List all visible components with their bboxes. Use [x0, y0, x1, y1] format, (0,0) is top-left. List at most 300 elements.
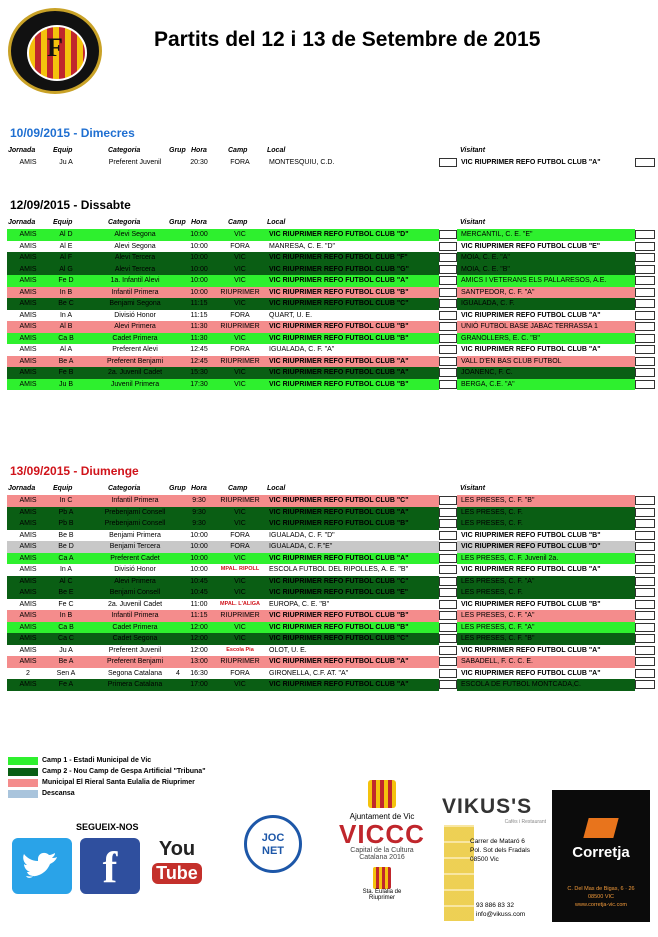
header-grup: Grup [169, 219, 186, 226]
cell-jornada: AMIS [19, 600, 37, 608]
cell-categoria: Cadet Primera [112, 334, 158, 342]
cell-local: VIC RIUPRIMER REFO FUTBOL CLUB "E" [269, 589, 409, 596]
table-row [7, 668, 657, 680]
table-row [7, 610, 657, 622]
youtube-icon[interactable]: You Tube [152, 838, 202, 894]
cell-categoria: Divisió Honor [114, 311, 156, 319]
cell-local: VIC RIUPRIMER REFO FUTBOL CLUB "B" [269, 380, 409, 388]
cell-jornada: AMIS [19, 265, 37, 273]
cell-camp: VIC [234, 334, 246, 342]
header-jornada: Jornada [8, 485, 36, 492]
cell-jornada: AMIS [19, 369, 37, 376]
cell-hora: 15:30 [190, 369, 208, 376]
cell-equip: Ca A [58, 554, 74, 562]
header-local: Local [267, 485, 286, 492]
cell-local: MONTESQUIU, C.D. [269, 159, 335, 166]
score-box-local [439, 646, 457, 655]
cell-camp: VIC [234, 369, 246, 376]
cell-local: MANRESA, C. E. "D" [269, 242, 336, 250]
cell-visitant: VIC RIUPRIMER REFO FUTBOL CLUB "D" [461, 543, 601, 550]
cell-jornada: AMIS [19, 323, 37, 330]
cell-hora: 17:00 [190, 681, 208, 688]
cell-local: VIC RIUPRIMER REFO FUTBOL CLUB "C" [269, 635, 409, 642]
score-box-visitant [635, 276, 655, 285]
cell-visitant: MERCANTIL, C. E. "E" [461, 231, 533, 238]
vic-shield-icon [368, 780, 396, 808]
cell-visitant: VIC RIUPRIMER REFO FUTBOL CLUB "A" [461, 159, 601, 166]
cell-camp: VIC [234, 508, 246, 516]
legend-swatch [8, 757, 38, 765]
header-equip: Equip [53, 485, 73, 492]
score-box-local [439, 577, 457, 586]
score-box-visitant [635, 311, 655, 320]
score-box-visitant [635, 600, 655, 609]
cell-visitant: LES PRESES, C. F. "A" [461, 612, 535, 619]
cell-jornada: AMIS [19, 566, 37, 573]
cell-hora: 10:45 [190, 577, 208, 585]
cell-equip: Be C [58, 300, 74, 307]
jocnet-logo: JOC NET [244, 815, 302, 873]
score-box-visitant [635, 253, 655, 262]
cell-categoria: Alevi Segona [114, 242, 156, 250]
table-row [7, 679, 657, 691]
cell-hora: 20:30 [190, 159, 208, 166]
cell-categoria: Alevi Primera [114, 577, 156, 585]
cell-hora: 11:00 [190, 600, 208, 608]
table-row [7, 157, 657, 169]
cell-local: EUROPA, C. E. "B" [269, 600, 330, 608]
cell-jornada: AMIS [19, 497, 37, 504]
table-row [7, 587, 657, 599]
cell-visitant: JOANENC, F. C. [461, 369, 513, 376]
cell-camp: VIC [234, 681, 246, 688]
header-jornada: Jornada [8, 219, 36, 226]
cell-categoria: 2a. Juvenil Cadet [107, 369, 163, 376]
header-hora: Hora [191, 147, 207, 154]
cell-camp: RIUPRIMER [220, 497, 260, 504]
table-row [7, 599, 657, 611]
cell-visitant: VIC RIUPRIMER REFO FUTBOL CLUB "A" [461, 346, 601, 353]
cell-hora: 10:00 [190, 531, 208, 539]
cell-categoria: Benjami Segona [109, 300, 161, 307]
score-box-visitant [635, 588, 655, 597]
cell-visitant: VALL D'EN BAS CLUB FUTBOL [461, 357, 562, 365]
header-categoria: Categoria [108, 147, 141, 154]
cell-hora: 10:00 [190, 277, 208, 284]
cell-categoria: Alevi Tercera [114, 254, 156, 261]
cell-local: VIC RIUPRIMER REFO FUTBOL CLUB "F" [269, 254, 408, 261]
cell-camp: VIC [234, 577, 246, 585]
cell-hora: 9:30 [192, 520, 206, 527]
score-box-visitant [635, 496, 655, 505]
cell-visitant: LES PRESES, C. F. "A" [461, 623, 535, 631]
score-box-local [439, 542, 457, 551]
cell-jornada: AMIS [19, 577, 37, 585]
score-box-local [439, 680, 457, 689]
cell-visitant: LES PRESES, C. F. "A" [461, 577, 535, 585]
cell-jornada: AMIS [19, 543, 37, 550]
vikuss-logo: VIKUS'S Cafès i Restaurant Carrer de Mataró 6 Pol. Sot dels Fradals 08500 Vic 93 886 83 32 info@vikuss.com [442, 795, 546, 825]
cell-equip: Ju A [59, 159, 73, 166]
facebook-icon[interactable]: f [80, 838, 140, 894]
score-box-visitant [635, 230, 655, 239]
score-box-visitant [635, 299, 655, 308]
score-box-local [439, 508, 457, 517]
table-row [7, 564, 657, 576]
cell-categoria: Infantil Primera [111, 612, 159, 619]
cell-visitant: LES PRESES, C. F. "B" [461, 635, 535, 642]
cell-jornada: AMIS [19, 231, 37, 238]
club-logo: F [8, 8, 102, 94]
cell-jornada: AMIS [19, 520, 37, 527]
cell-categoria: 2a. Juvenil Cadet [107, 600, 163, 608]
table-row [7, 321, 657, 333]
score-box-local [439, 322, 457, 331]
cell-jornada: AMIS [19, 242, 37, 250]
cell-camp: VIC [234, 520, 246, 527]
cell-equip: Be A [58, 357, 74, 365]
score-box-local [439, 230, 457, 239]
cell-equip: Be A [58, 658, 74, 665]
score-box-local [439, 288, 457, 297]
cell-local: VIC RIUPRIMER REFO FUTBOL CLUB "B" [269, 612, 409, 619]
table-row [7, 530, 657, 542]
cell-local: VIC RIUPRIMER REFO FUTBOL CLUB "A" [269, 357, 409, 365]
score-box-visitant [635, 669, 655, 678]
day-title: 12/09/2015 - Dissabte [10, 198, 131, 212]
cell-camp: RIUPRIMER [220, 357, 260, 365]
day-title: 13/09/2015 - Diumenge [10, 464, 139, 478]
cell-categoria: Cadet Primera [112, 623, 158, 631]
cell-categoria: Divisió Honor [114, 566, 156, 573]
cell-jornada: AMIS [19, 277, 37, 284]
legend-swatch [8, 768, 38, 776]
cell-local: IGUALADA, C. F."E" [269, 543, 333, 550]
cell-local: VIC RIUPRIMER REFO FUTBOL CLUB "C" [269, 300, 409, 307]
cell-local: VIC RIUPRIMER REFO FUTBOL CLUB "B" [269, 623, 409, 631]
header-visitant: Visitant [460, 147, 486, 154]
cell-jornada: AMIS [19, 531, 37, 539]
table-row [7, 645, 657, 657]
cell-local: ESCOLA FUTBOL DEL RIPOLLES, A. E. "B" [269, 566, 409, 573]
cell-visitant: LES PRESES, C. F. [461, 508, 523, 516]
cell-hora: 12:00 [190, 646, 208, 654]
table-header [0, 485, 658, 495]
header-equip: Equip [53, 147, 73, 154]
score-box-visitant [635, 519, 655, 528]
cell-equip: Fe B [58, 369, 74, 376]
cell-categoria: Preferent Benjami [106, 357, 164, 365]
cell-jornada: AMIS [19, 681, 37, 688]
cell-categoria: Alevi Segona [114, 231, 156, 238]
cell-local: VIC RIUPRIMER REFO FUTBOL CLUB "B" [269, 323, 409, 330]
cell-camp: VIC [234, 380, 246, 388]
table-row [7, 495, 657, 507]
cell-hora: 12:00 [190, 623, 208, 631]
score-box-local [439, 380, 457, 389]
cell-visitant: IGUALADA, C. F. [461, 300, 515, 307]
cell-equip: Pb B [58, 520, 74, 527]
header-visitant: Visitant [460, 485, 486, 492]
table-row [7, 252, 657, 264]
cell-local: VIC RIUPRIMER REFO FUTBOL CLUB "A" [269, 681, 409, 688]
score-box-local [439, 299, 457, 308]
score-box-visitant [635, 288, 655, 297]
cell-equip: Pb A [58, 508, 74, 516]
cell-hora: 12:45 [190, 357, 208, 365]
score-box-visitant [635, 368, 655, 377]
cell-equip: In B [59, 288, 73, 296]
corretja-logo: Corretja C. Del Mas de Bigas, 6 · 26 08500 VIC www.corretja-vic.com [552, 790, 650, 922]
cell-equip: Ju B [58, 380, 73, 388]
header-jornada: Jornada [8, 147, 36, 154]
cell-categoria: 1a. Infantil Alevi [110, 277, 160, 284]
cell-categoria: Preferent Benjami [106, 658, 164, 665]
score-box-local [439, 265, 457, 274]
cell-categoria: Benjami Consell [109, 589, 161, 596]
cell-hora: 10:00 [190, 554, 208, 562]
cell-camp: VIC [234, 300, 246, 307]
score-box-local [439, 623, 457, 632]
cell-jornada: AMIS [19, 159, 37, 166]
header-camp: Camp [228, 485, 248, 492]
cell-equip: In A [59, 311, 73, 319]
cell-hora: 10:00 [190, 543, 208, 550]
cell-local: VIC RIUPRIMER REFO FUTBOL CLUB "C" [269, 497, 409, 504]
cell-camp: FORA [230, 669, 250, 677]
cell-camp: RIUPRIMER [220, 288, 260, 296]
cell-jornada: AMIS [19, 658, 37, 665]
score-box-local [439, 345, 457, 354]
header-grup: Grup [169, 147, 186, 154]
table-row [7, 518, 657, 530]
cell-equip: Al D [59, 231, 73, 238]
cell-local: VIC RIUPRIMER REFO FUTBOL CLUB "A" [269, 658, 409, 665]
twitter-icon[interactable] [12, 838, 72, 894]
score-box-local [439, 611, 457, 620]
cell-equip: Al G [59, 265, 73, 273]
cell-camp: FORA [230, 531, 250, 539]
cell-hora: 10:00 [190, 254, 208, 261]
cell-visitant: VIC RIUPRIMER REFO FUTBOL CLUB "A" [461, 311, 601, 319]
cell-equip: Be D [58, 543, 74, 550]
cell-local: IGUALADA, C. F. "A" [269, 346, 335, 353]
table-row [7, 379, 657, 391]
cell-jornada: AMIS [19, 334, 37, 342]
cell-jornada: AMIS [19, 589, 37, 596]
cell-equip: Al F [59, 254, 73, 261]
table-header [0, 219, 658, 229]
cell-local: QUART, U. E. [269, 311, 313, 319]
match-table [7, 229, 657, 390]
cell-hora: 10:00 [190, 242, 208, 250]
score-box-visitant [635, 634, 655, 643]
cell-equip: Fe A [58, 681, 74, 688]
score-box-local [439, 158, 457, 167]
cell-camp: RIUPRIMER [220, 323, 260, 330]
score-box-visitant [635, 345, 655, 354]
cell-camp: FORA [230, 311, 250, 319]
cell-camp: VIC [234, 277, 246, 284]
header-camp: Camp [228, 219, 248, 226]
table-row [7, 298, 657, 310]
cell-equip: Ca B [58, 623, 74, 631]
score-box-local [439, 253, 457, 262]
ajuntament-vic-logo: Ajuntament de Vic VICCC Capital de la Cultura Catalana 2016 Sta. Eulàlia de Riuprimer [330, 780, 434, 901]
header-grup: Grup [169, 485, 186, 492]
table-row [7, 656, 657, 668]
score-box-local [439, 357, 457, 366]
cell-categoria: Prebenjami Consell [104, 520, 166, 527]
cell-camp: VIC [234, 254, 246, 261]
cell-visitant: ESCOLA DE FUTBOL MONTCADA,C. [461, 681, 581, 688]
cell-local: VIC RIUPRIMER REFO FUTBOL CLUB "B" [269, 334, 409, 342]
cell-hora: 9:30 [192, 497, 206, 504]
cell-hora: 11:15 [190, 612, 208, 619]
table-row [7, 275, 657, 287]
cell-visitant: LES PRESES, C. F. [461, 589, 523, 596]
score-box-visitant [635, 657, 655, 666]
cell-equip: Al A [59, 346, 73, 353]
cell-visitant: VIC RIUPRIMER REFO FUTBOL CLUB "E" [461, 242, 601, 250]
cell-jornada: 2 [26, 669, 30, 677]
cell-hora: 9:30 [192, 508, 206, 516]
cell-local: IGUALADA, C. F. "D" [269, 531, 335, 539]
score-box-local [439, 669, 457, 678]
cell-visitant: VIC RIUPRIMER REFO FUTBOL CLUB "B" [461, 600, 601, 608]
score-box-local [439, 657, 457, 666]
cell-categoria: Preferent Juvenil [108, 646, 162, 654]
cell-visitant: VIC RIUPRIMER REFO FUTBOL CLUB "A" [461, 566, 601, 573]
score-box-visitant [635, 322, 655, 331]
cell-categoria: Prebenjami Consell [104, 508, 166, 516]
score-box-local [439, 634, 457, 643]
table-row [7, 344, 657, 356]
header-hora: Hora [191, 485, 207, 492]
table-row [7, 287, 657, 299]
cell-camp: MPAL. RIPOLL [220, 566, 260, 572]
cell-categoria: Alevi Primera [114, 323, 156, 330]
table-row [7, 507, 657, 519]
cell-visitant: LES PRESES, C. F. [461, 520, 523, 527]
cell-local: VIC RIUPRIMER REFO FUTBOL CLUB "A" [269, 277, 409, 284]
cell-hora: 16:30 [190, 669, 208, 677]
cell-camp: VIC [234, 589, 246, 596]
score-box-visitant [635, 357, 655, 366]
score-box-local [439, 554, 457, 563]
table-row [7, 310, 657, 322]
table-row [7, 622, 657, 634]
header-local: Local [267, 219, 286, 226]
cell-equip: Ca B [58, 334, 74, 342]
table-row [7, 333, 657, 345]
cell-visitant: MOIA, C. E. "B" [461, 265, 510, 273]
cell-camp: VIC [234, 265, 246, 273]
cell-local: VIC RIUPRIMER REFO FUTBOL CLUB "A" [269, 369, 409, 376]
cell-hora: 13:00 [190, 658, 208, 665]
cell-categoria: Infantil Primera [111, 497, 159, 504]
score-box-visitant [635, 531, 655, 540]
header-local: Local [267, 147, 286, 154]
legend-swatch [8, 779, 38, 787]
score-box-visitant [635, 577, 655, 586]
score-box-local [439, 242, 457, 251]
cell-equip: In B [59, 612, 73, 619]
score-box-visitant [635, 265, 655, 274]
cell-camp: RIUPRIMER [220, 612, 260, 619]
follow-us-label: SEGUEIX-NOS [76, 822, 139, 832]
cell-visitant: LES PRESES, C. F. Juvenil 2a. [461, 554, 559, 562]
score-box-visitant [635, 380, 655, 389]
table-header [0, 147, 658, 157]
cell-visitant: LES PRESES, C. F. "B" [461, 497, 535, 504]
cell-jornada: AMIS [19, 311, 37, 319]
cell-categoria: Juvenil Primera [110, 380, 160, 388]
cell-categoria: Primera Catalana [107, 681, 163, 688]
cell-camp: FORA [230, 543, 250, 550]
cell-hora: 11:15 [190, 311, 208, 319]
cell-hora: 12:00 [190, 635, 208, 642]
cell-jornada: AMIS [19, 623, 37, 631]
page-title: Partits del 12 i 13 de Setembre de 2015 [154, 28, 541, 51]
cell-camp: FORA [230, 159, 250, 166]
cell-jornada: AMIS [19, 380, 37, 388]
cell-hora: 10:00 [190, 265, 208, 273]
cell-equip: In A [59, 566, 73, 573]
score-box-visitant [635, 158, 655, 167]
header-categoria: Categoria [108, 219, 141, 226]
cell-camp: VIC [234, 623, 246, 631]
cell-local: VIC RIUPRIMER REFO FUTBOL CLUB "G" [269, 265, 409, 273]
score-box-local [439, 496, 457, 505]
cell-equip: Ca C [58, 635, 74, 642]
cell-jornada: AMIS [19, 254, 37, 261]
riuprimer-shield-icon [373, 867, 391, 889]
table-row [7, 541, 657, 553]
cell-categoria: Infantil Primera [111, 288, 159, 296]
score-box-visitant [635, 611, 655, 620]
score-box-visitant [635, 623, 655, 632]
cell-camp: FORA [230, 242, 250, 250]
cell-camp: RIUPRIMER [220, 658, 260, 665]
header-visitant: Visitant [460, 219, 486, 226]
cell-hora: 11:30 [190, 334, 208, 342]
cell-local: VIC RIUPRIMER REFO FUTBOL CLUB "A" [269, 554, 409, 562]
cell-equip: Fe C [58, 600, 74, 608]
cell-visitant: AMICS I VETERANS ELS PALLARESOS, A.E. [461, 277, 607, 284]
cell-equip: Sen A [56, 669, 76, 677]
score-box-visitant [635, 242, 655, 251]
table-row [7, 553, 657, 565]
cell-categoria: Segona Catalana [107, 669, 163, 677]
cell-camp: VIC [234, 635, 246, 642]
cell-categoria: Benjami Primera [109, 531, 161, 539]
score-box-local [439, 531, 457, 540]
cell-hora: 11:30 [190, 323, 208, 330]
cell-categoria: Cadet Segona [112, 635, 158, 642]
cell-hora: 10:00 [190, 566, 208, 573]
header-categoria: Categoria [108, 485, 141, 492]
score-box-visitant [635, 508, 655, 517]
legend-swatch [8, 790, 38, 798]
cell-hora: 10:00 [190, 231, 208, 238]
cell-visitant: SANTPEDOR, C. F. "A" [461, 288, 535, 296]
header-camp: Camp [228, 147, 248, 154]
cell-local: GIRONELLA, C.F. AT. "A" [269, 669, 349, 677]
cell-equip: Ju A [59, 646, 73, 654]
cell-categoria: Alevi Tercera [114, 265, 156, 273]
score-box-visitant [635, 646, 655, 655]
